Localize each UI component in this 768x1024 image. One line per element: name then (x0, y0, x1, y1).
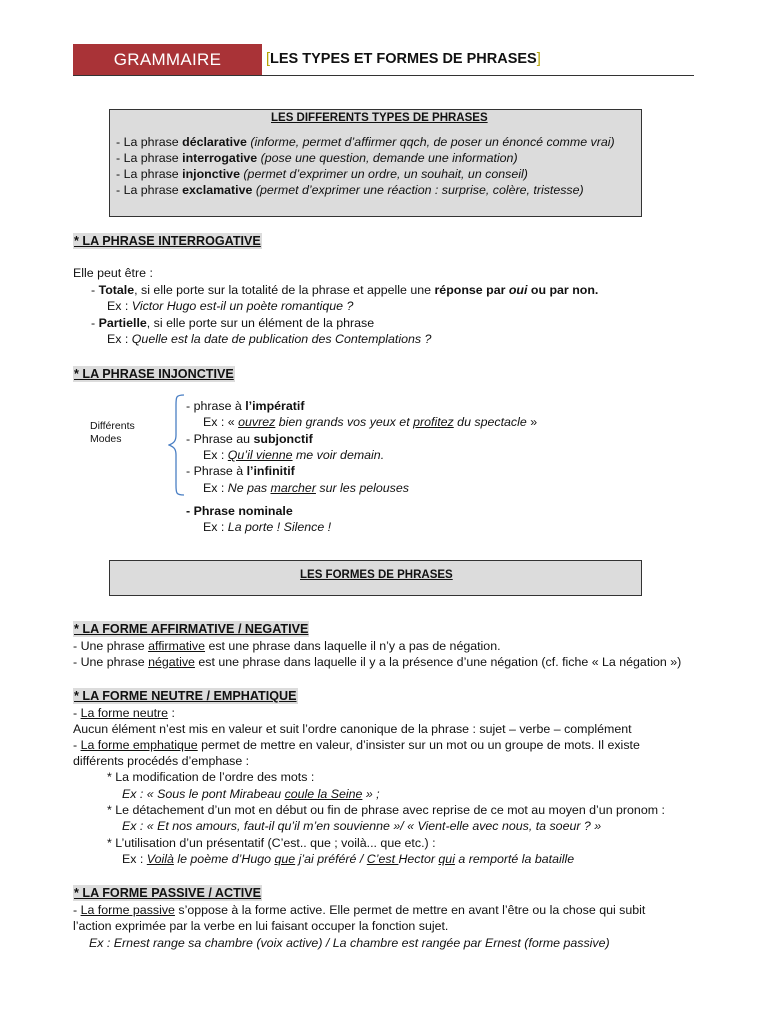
title-bracket-close: ] (536, 51, 541, 67)
interrogative-totale-example: Ex : Victor Hugo est-il un poète romantique ? (107, 299, 354, 313)
passive-example: Ex : Ernest range sa chambre (voix active) / La chambre est rangée par Ernest (forme passive) (89, 936, 610, 950)
interrogative-partielle: - Partielle, si elle porte sur un élément de la phrase (91, 316, 375, 330)
procede-2: * Le détachement d’un mot en début ou fin de phrase avec reprise de ce mot au moyen d’un pronom : (107, 803, 665, 817)
procede-1-example: Ex : « Sous le pont Mirabeau coule la Seine » ; (122, 787, 380, 801)
category-banner: GRAMMAIRE (73, 44, 262, 75)
header-rule (73, 75, 694, 76)
interrogative-totale: - Totale, si elle porte sur la totalité de la phrase et appelle une réponse par oui ou par non. (91, 283, 599, 297)
mode-subjonctif: - Phrase au subjonctif (186, 432, 313, 446)
types-box (109, 109, 642, 217)
heading-affirmative: * LA FORME AFFIRMATIVE / NEGATIVE (74, 622, 309, 636)
mode-imperatif: - phrase à l’impératif (186, 399, 305, 413)
passive-text: l’action exprimée par la verbe en lui faisant occuper la fonction sujet. (73, 919, 449, 933)
modes-label: Différents (90, 420, 135, 432)
mode-nominale: - Phrase nominale (186, 504, 293, 518)
procede-2-example: Ex : « Et nos amours, faut-il qu’il m’en souvienne »/ « Vient-elle avec nous, ta soeur ? » (122, 819, 602, 833)
type-item: - La phrase exclamative (permet d’exprimer une réaction : surprise, colère, tristesse) (116, 183, 584, 197)
procede-3-example: Ex : Voilà le poème d’Hugo que j’ai préféré / C’est Hector qui a remporté la bataille (122, 852, 575, 866)
type-item: - La phrase interrogative (pose une question, demande une information) (116, 151, 518, 165)
curly-brace-icon (168, 393, 186, 497)
heading-injonctive: * LA PHRASE INJONCTIVE (74, 367, 234, 381)
type-item: - La phrase déclarative (informe, permet d’affirmer qqch, de poser un énoncé comme vrai) (116, 135, 615, 149)
mode-subjonctif-example: Ex : Qu’il vienne me voir demain. (203, 448, 385, 462)
procede-3: * L’utilisation d’un présentatif (C’est.. que ; voilà... que etc.) : (107, 836, 436, 850)
types-box-title: LES DIFFERENTS TYPES DE PHRASES (271, 112, 488, 124)
mode-infinitif: - Phrase à l’infinitif (186, 464, 295, 478)
heading-passive: * LA FORME PASSIVE / ACTIVE (74, 886, 262, 900)
mode-nominale-example: Ex : La porte ! Silence ! (203, 520, 332, 534)
heading-interrogative: * LA PHRASE INTERROGATIVE (74, 234, 261, 248)
formes-box (109, 560, 642, 596)
interrogative-partielle-example: Ex : Quelle est la date de publication des Contemplations ? (107, 332, 432, 346)
emphatique-text: différents procédés d’emphase : (73, 754, 250, 768)
negative-line: - Une phrase négative est une phrase dans laquelle il y a la présence d’une négation (cf. fiche « La négation ») (73, 655, 682, 669)
title-text: LES TYPES ET FORMES DE PHRASES (270, 51, 537, 67)
type-item: - La phrase injonctive (permet d’exprimer un ordre, un souhait, un conseil) (116, 167, 528, 181)
title-bracket-open: [ (266, 51, 271, 67)
interrogative-intro: Elle peut être : (73, 266, 153, 280)
heading-emphatique: * LA FORME NEUTRE / EMPHATIQUE (74, 689, 297, 703)
affirmative-line: - Une phrase affirmative est une phrase dans laquelle il n’y a pas de négation. (73, 639, 501, 653)
modes-label: Modes (90, 433, 122, 445)
procede-1: * La modification de l’ordre des mots : (107, 770, 315, 784)
page-title (266, 51, 541, 67)
mode-infinitif-example: Ex : Ne pas marcher sur les pelouses (203, 481, 409, 495)
emphatique-text: - La forme emphatique permet de mettre en valeur, d’insister sur un mot ou un groupe de mots. Il existe (73, 738, 640, 752)
passive-text: - La forme passive s’oppose à la forme active. Elle permet de mettre en avant l’être ou la chose qui subit (73, 903, 646, 917)
mode-imperatif-example: Ex : « ouvrez bien grands vos yeux et profitez du spectacle » (203, 415, 538, 429)
neutre-text: Aucun élément n’est mis en valeur et suit l’ordre canonique de la phrase : sujet – verbe – complément (73, 722, 632, 736)
formes-box-title: LES FORMES DE PHRASES (300, 569, 453, 581)
neutre-title: - La forme neutre : (73, 706, 175, 720)
